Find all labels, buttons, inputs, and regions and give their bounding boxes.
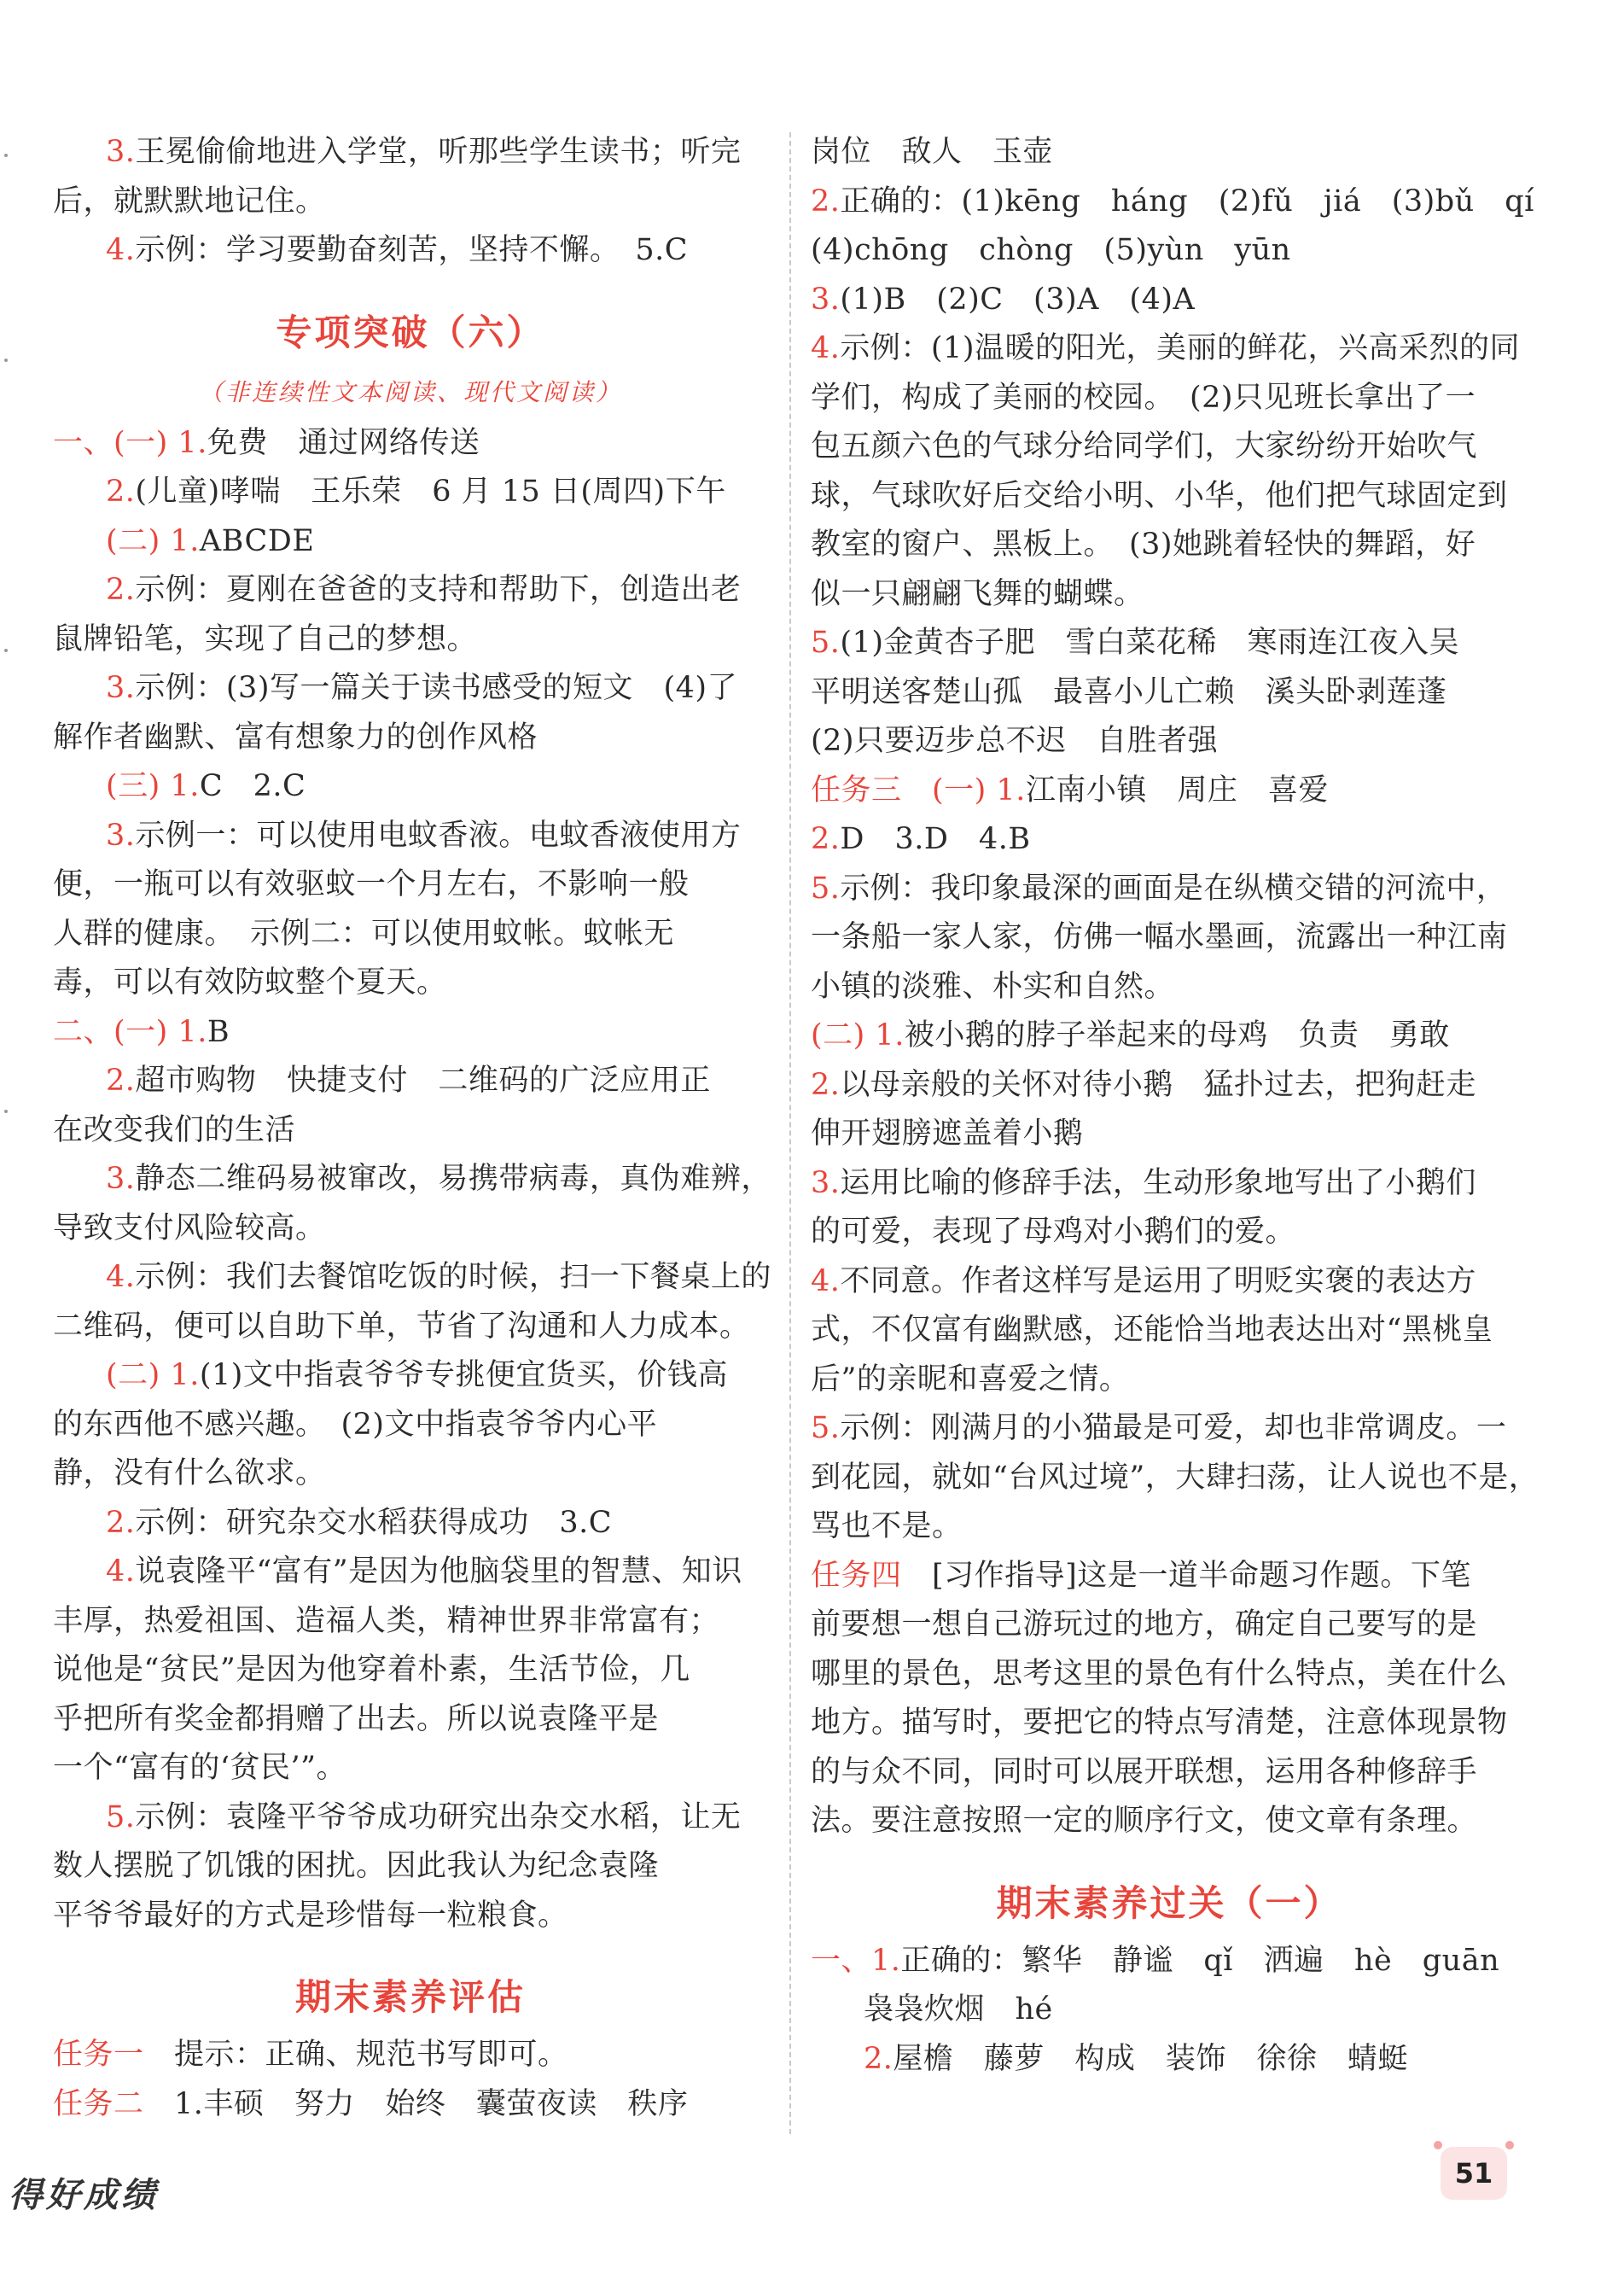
answer-text: 屋檐 藤萝 构成 装饰 徐徐 蜻蜓 xyxy=(893,2041,1408,2076)
answer-line xyxy=(811,963,1528,1012)
question-number: (二) 1. xyxy=(106,523,200,558)
answer-line xyxy=(811,767,1528,816)
answer-line xyxy=(811,374,1528,423)
answer-text: 鼠牌铅笔，实现了自己的梦想。 xyxy=(53,621,478,656)
answer-text: 的东西他不感兴趣。 (2)文中指袁爷爷内心平 xyxy=(53,1407,658,1442)
question-number: 3. xyxy=(811,282,841,317)
answer-line xyxy=(53,566,768,615)
question-number: 2. xyxy=(106,475,136,509)
answer-text: 示例：刚满月的小猫最是可爱，却也非常调皮。一 xyxy=(840,1411,1507,1445)
right-column xyxy=(811,128,1540,2084)
edge-mark xyxy=(4,649,8,652)
answer-line xyxy=(53,1548,768,1597)
answer-line xyxy=(53,1155,771,1204)
answer-line xyxy=(53,714,768,763)
answer-line xyxy=(811,570,1528,620)
answer-line xyxy=(53,959,768,1008)
answer-line xyxy=(53,1008,768,1058)
answer-line xyxy=(811,324,1528,374)
question-number: 2. xyxy=(811,822,841,856)
answer-text: 一条船一家人家，仿佛一幅水墨画，流露出一种江南 xyxy=(811,920,1508,954)
question-number: 任务二 xyxy=(53,2086,144,2121)
question-number: 3. xyxy=(106,135,136,169)
answer-text: 学们，构成了美丽的校园。 (2)只见班长拿出了一 xyxy=(811,380,1476,415)
answer-line xyxy=(811,815,1528,865)
page-number-badge xyxy=(1441,2147,1507,2200)
answer-text: 地方。描写时，要把它的特点写清楚，注意体现景物 xyxy=(811,1706,1508,1740)
answer-text: (4)chōng chòng (5)yùn yūn xyxy=(811,233,1291,267)
question-number: 2. xyxy=(106,573,136,607)
answer-text: 岗位 敌人 玉壶 xyxy=(811,135,1054,169)
answer-text: 静态二维码易被窜改，易携带病毒，真伪难辨， xyxy=(135,1162,771,1196)
section-heading: 期末素养过关（一） xyxy=(996,1881,1342,1924)
question-number: 2. xyxy=(106,1505,136,1540)
answer-text: 袅袅炊烟 hé xyxy=(864,1992,1053,2026)
answer-text: 示例：(3)写一篇关于读书感受的短文 (4)了 xyxy=(135,671,738,705)
answer-line xyxy=(811,2035,1528,2085)
answer-line xyxy=(53,1597,768,1647)
answer-line xyxy=(53,1842,768,1892)
answer-line xyxy=(811,865,1528,914)
answer-text: 骂也不是。 xyxy=(811,1509,963,1543)
answer-line xyxy=(811,1404,1528,1454)
answer-line xyxy=(53,664,768,714)
page-left-edge xyxy=(0,0,19,2286)
badge-ear-icon xyxy=(1505,2141,1514,2149)
answer-text: 毒，可以有效防蚊整个夏天。 xyxy=(53,965,447,1000)
question-number: 3. xyxy=(106,671,136,705)
question-number: 一、1. xyxy=(811,1943,901,1978)
answer-text: 解作者幽默、富有想象力的创作风格 xyxy=(53,720,538,755)
question-number: 二、(一) 1. xyxy=(53,1014,207,1049)
answer-line xyxy=(53,1057,768,1106)
answer-line xyxy=(53,2080,768,2130)
answer-line xyxy=(53,812,768,861)
answer-line xyxy=(811,226,1528,276)
question-number: 任务三 (一) 1. xyxy=(811,773,1026,808)
question-number: 3. xyxy=(106,818,136,853)
answer-text: 数人摆脱了饥饿的困扰。因此我认为纪念袁隆 xyxy=(53,1849,660,1883)
answer-line xyxy=(53,1401,768,1450)
question-number: 一、(一) 1. xyxy=(53,425,207,460)
question-number: 任务一 xyxy=(53,2038,144,2072)
answer-text: (1)金黄杏子肥 雪白菜花稀 寒雨连江夜入吴 xyxy=(840,626,1459,660)
answer-text: 丰厚，热爱祖国、造福人类，精神世界非常富有； xyxy=(53,1603,720,1638)
answer-line xyxy=(811,128,1528,178)
question-number: 任务四 xyxy=(811,1558,902,1593)
answer-line xyxy=(53,178,768,227)
answer-line xyxy=(811,521,1528,570)
answer-line xyxy=(811,1699,1528,1748)
answer-line xyxy=(811,717,1528,767)
answer-line xyxy=(811,423,1528,472)
answer-line xyxy=(811,1208,1528,1257)
answer-line xyxy=(811,1356,1528,1405)
answer-text: 小镇的淡雅、朴实和自然。 xyxy=(811,969,1175,1004)
answer-line xyxy=(53,1499,768,1548)
answer-line xyxy=(53,419,768,469)
answer-text: 说他是“贫民”是因为他穿着朴素，生活节俭，几 xyxy=(53,1653,690,1687)
answer-line xyxy=(53,226,768,276)
answer-line xyxy=(811,619,1528,668)
answer-text: 示例：(1)温暖的阳光，美丽的鲜花，兴高采烈的同 xyxy=(840,331,1520,365)
answer-text: 平爷爷最好的方式是珍惜每一粒粮食。 xyxy=(53,1898,568,1933)
question-number: 4. xyxy=(106,1554,136,1589)
answer-text: 示例：我印象最深的画面是在纵横交错的河流中， xyxy=(840,871,1507,906)
question-number: 4. xyxy=(106,1260,136,1294)
answer-text: 人群的健康。 示例二：可以使用蚊帐。蚊帐无 xyxy=(53,916,675,951)
answer-line xyxy=(53,1449,768,1499)
answer-text: 的与众不同，同时可以展开联想，运用各种修辞手 xyxy=(811,1754,1478,1789)
answer-line xyxy=(53,517,768,567)
answer-text: 免费 通过网络传送 xyxy=(207,425,480,460)
answer-line xyxy=(53,1793,768,1843)
answer-line xyxy=(811,1552,1528,1601)
answer-text: 示例：袁隆平爷爷成功研究出杂交水稻，让无 xyxy=(135,1799,742,1834)
question-number: 5. xyxy=(106,1799,136,1834)
answer-line xyxy=(53,1351,768,1401)
answer-text: 球，气球吹好后交给小明、小华，他们把气球固定到 xyxy=(811,478,1508,513)
answer-text: 运用比喻的修辞手法，生动形象地写出了小鹅们 xyxy=(840,1165,1476,1200)
answer-line xyxy=(53,1892,768,1941)
answer-text: 包五颜六色的气球分给同学们，大家纷纷开始吹气 xyxy=(811,429,1478,464)
answer-text: 哪里的景色，思考这里的景色有什么特点，美在什么 xyxy=(811,1656,1508,1691)
answer-text: 便，一瓶可以有效驱蚊一个月左右，不影响一般 xyxy=(53,867,690,901)
answer-text: 后，就默默地记住。 xyxy=(53,184,326,219)
answer-text: 到花园，就如“台风过境”，大肆扫荡，让人说也不是， xyxy=(811,1460,1540,1495)
answer-text: 1.丰硕 努力 始终 囊萤夜读 秩序 xyxy=(143,2086,689,2121)
answer-line xyxy=(811,1061,1528,1111)
answer-line xyxy=(53,910,768,959)
question-number: 2. xyxy=(864,2041,893,2076)
question-number: 2. xyxy=(811,184,841,219)
answer-text: 以母亲般的关怀对待小鹅 猛扑过去，把狗赶走 xyxy=(840,1067,1476,1102)
answer-line xyxy=(811,1110,1528,1159)
answer-text: (儿童)哮喘 王乐荣 6 月 15 日(周四)下午 xyxy=(135,475,726,509)
left-column xyxy=(53,128,771,2129)
answer-line xyxy=(811,276,1528,325)
answer-text: 乎把所有奖金都捐赠了出去。所以说袁隆平是 xyxy=(53,1701,660,1736)
answer-text: ABCDE xyxy=(199,523,315,558)
answer-text: 超市购物 快捷支付 二维码的广泛应用正 xyxy=(135,1064,711,1098)
answer-line xyxy=(811,1797,1528,1846)
question-number: (二) 1. xyxy=(811,1018,905,1053)
question-number: (二) 1. xyxy=(106,1358,200,1392)
answer-text: 示例：研究杂交水稻获得成功 3.C xyxy=(135,1505,613,1540)
answer-text: 王冕偷偷地进入学堂，听那些学生读书；听完 xyxy=(135,135,742,169)
section-heading: 专项突破（六） xyxy=(276,311,545,353)
answer-line xyxy=(53,1695,768,1745)
edge-mark xyxy=(4,1110,8,1113)
answer-text: B xyxy=(207,1014,230,1049)
answer-text: 示例：学习要勤奋刻苦，坚持不懈。 5.C xyxy=(135,233,689,267)
answer-line xyxy=(811,1748,1528,1798)
answer-text: (2)只要迈步总不迟 自胜者强 xyxy=(811,724,1219,758)
answer-line xyxy=(53,860,768,910)
question-number: (三) 1. xyxy=(106,769,200,803)
question-number: 4. xyxy=(811,331,841,365)
answer-text: 平明送客楚山孤 最喜小儿亡赖 溪头卧剥莲蓬 xyxy=(811,674,1447,709)
answer-line xyxy=(53,615,768,665)
answer-text: D 3.D 4.B xyxy=(840,822,1031,856)
answer-line xyxy=(53,1106,768,1156)
question-number: 3. xyxy=(106,1162,136,1196)
section-heading: 期末素养评估 xyxy=(294,1976,526,2018)
answer-line xyxy=(53,2031,768,2080)
answer-text: [习作指导]这是一道半命题习作题。下笔 xyxy=(901,1558,1471,1593)
edge-mark xyxy=(4,154,8,157)
answer-line xyxy=(53,468,768,517)
answer-line xyxy=(811,472,1528,522)
edge-mark xyxy=(4,359,8,362)
footer-brand: 得好成绩 xyxy=(9,2175,159,2215)
answer-line xyxy=(811,1454,1540,1503)
page-number: 51 xyxy=(1454,2157,1493,2190)
answer-text: (1)B (2)C (3)A (4)A xyxy=(840,282,1196,317)
answer-text: 后”的亲昵和喜爱之情。 xyxy=(811,1362,1130,1397)
column-divider xyxy=(789,132,791,2134)
answer-text: (1)文中指袁爷爷专挑便宜货买，价钱高 xyxy=(199,1358,728,1392)
answer-text: 导致支付风险较高。 xyxy=(53,1210,326,1245)
answer-line xyxy=(53,1253,771,1303)
answer-line xyxy=(811,1986,1528,2035)
answer-text: 示例：我们去餐馆吃饭的时候，扫一下餐桌上的 xyxy=(135,1260,771,1294)
answer-line xyxy=(811,1650,1528,1700)
answer-text: 伸开翅膀遮盖着小鹅 xyxy=(811,1117,1084,1151)
answer-line xyxy=(53,128,768,178)
answer-line xyxy=(811,1306,1528,1356)
question-number: 3. xyxy=(811,1165,841,1200)
answer-line xyxy=(811,178,1534,227)
answer-text: 示例一：可以使用电蚊香液。电蚊香液使用方 xyxy=(135,818,742,853)
answer-line xyxy=(811,1502,1528,1552)
answer-line xyxy=(53,762,768,812)
answer-text: 二维码，便可以自助下单，节省了沟通和人力成本。 xyxy=(53,1309,750,1344)
answer-text: 正确的：繁华 静谧 qǐ 洒遍 hè guān xyxy=(900,1943,1500,1978)
answer-line xyxy=(811,1937,1528,1986)
answer-text: 一个“富有的‘贫民’”。 xyxy=(53,1751,347,1785)
answer-text: 的可爱，表现了母鸡对小鹅们的爱。 xyxy=(811,1215,1296,1249)
answer-text: 不同意。作者这样写是运用了明贬实褒的表达方 xyxy=(840,1263,1476,1298)
answer-text: C 2.C xyxy=(199,769,306,803)
answer-text: 似一只翩翩飞舞的蝴蝶。 xyxy=(811,576,1144,611)
answer-text: 说袁隆平“富有”是因为他脑袋里的智慧、知识 xyxy=(135,1554,742,1589)
question-number: 4. xyxy=(106,233,136,267)
answer-text: 教室的窗户、黑板上。 (3)她跳着轻快的舞蹈，好 xyxy=(811,528,1476,562)
question-number: 4. xyxy=(811,1263,841,1298)
answer-text: 在改变我们的生活 xyxy=(53,1112,296,1147)
badge-ear-icon xyxy=(1434,2141,1442,2149)
question-number: 2. xyxy=(811,1067,841,1102)
answer-line xyxy=(811,1601,1528,1650)
answer-line xyxy=(811,1012,1528,1061)
answer-line xyxy=(53,1204,768,1254)
question-number: 2. xyxy=(106,1064,136,1098)
answer-line xyxy=(811,668,1528,718)
answer-line xyxy=(811,1257,1528,1307)
answer-text: 式，不仅富有幽默感，还能恰当地表达出对“黑桃皇 xyxy=(811,1313,1493,1347)
answer-text: 前要想一想自己游玩过的地方，确定自己要写的是 xyxy=(811,1607,1478,1642)
answer-text: 被小鹅的脖子举起来的母鸡 负责 勇敢 xyxy=(904,1018,1450,1053)
question-number: 5. xyxy=(811,871,841,906)
answer-text: 示例：夏刚在爸爸的支持和帮助下，创造出老 xyxy=(135,573,742,607)
answer-text: 静，没有什么欲求。 xyxy=(53,1456,326,1490)
question-number: 5. xyxy=(811,1411,841,1445)
answer-text: 法。要注意按照一定的顺序行文，使文章有条理。 xyxy=(811,1804,1478,1838)
answer-line xyxy=(53,1744,768,1793)
answer-text: 提示：正确、规范书写即可。 xyxy=(143,2038,568,2072)
answer-text: 正确的：(1)kēng háng (2)fǔ jiá (3)bǔ qí xyxy=(840,184,1534,219)
answer-text: 江南小镇 周庄 喜爱 xyxy=(1025,773,1329,808)
section-subheading: （非连续性文本阅读、现代文阅读） xyxy=(198,377,622,406)
question-number: 5. xyxy=(811,626,841,660)
answer-line xyxy=(811,913,1528,963)
answer-line xyxy=(53,1646,768,1695)
answer-line xyxy=(811,1159,1528,1209)
answer-line xyxy=(53,1303,768,1352)
